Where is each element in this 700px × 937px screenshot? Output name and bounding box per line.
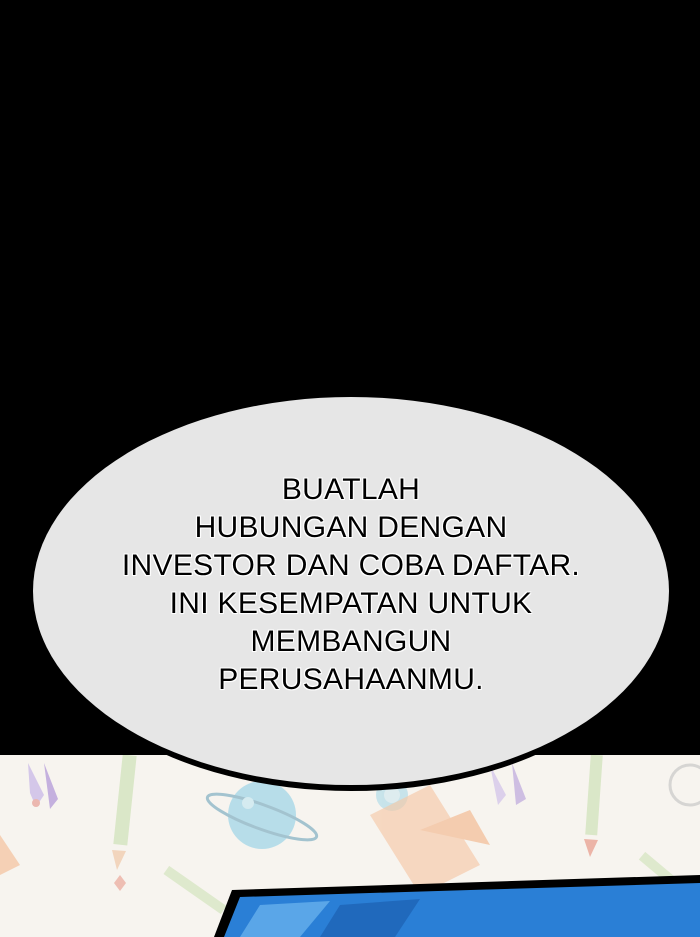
speech-bubble-text [88, 471, 614, 699]
speech-line: PERUSAHAANMU. [218, 663, 484, 696]
screen-shape [214, 875, 700, 937]
speech-bubble [28, 393, 674, 793]
paper-plane-icon [0, 835, 20, 875]
speech-line: HUBUNGAN DENGAN [194, 511, 508, 544]
planet-icon [670, 765, 700, 805]
speech-line: MEMBANGUN [250, 625, 452, 658]
pencil-icon [163, 866, 226, 914]
speech-line: INI KESEMPATAN UNTUK [169, 587, 533, 620]
speech-line: BUATLAH [281, 473, 421, 506]
speech-line: INVESTOR DAN COBA DAFTAR. [121, 549, 581, 582]
